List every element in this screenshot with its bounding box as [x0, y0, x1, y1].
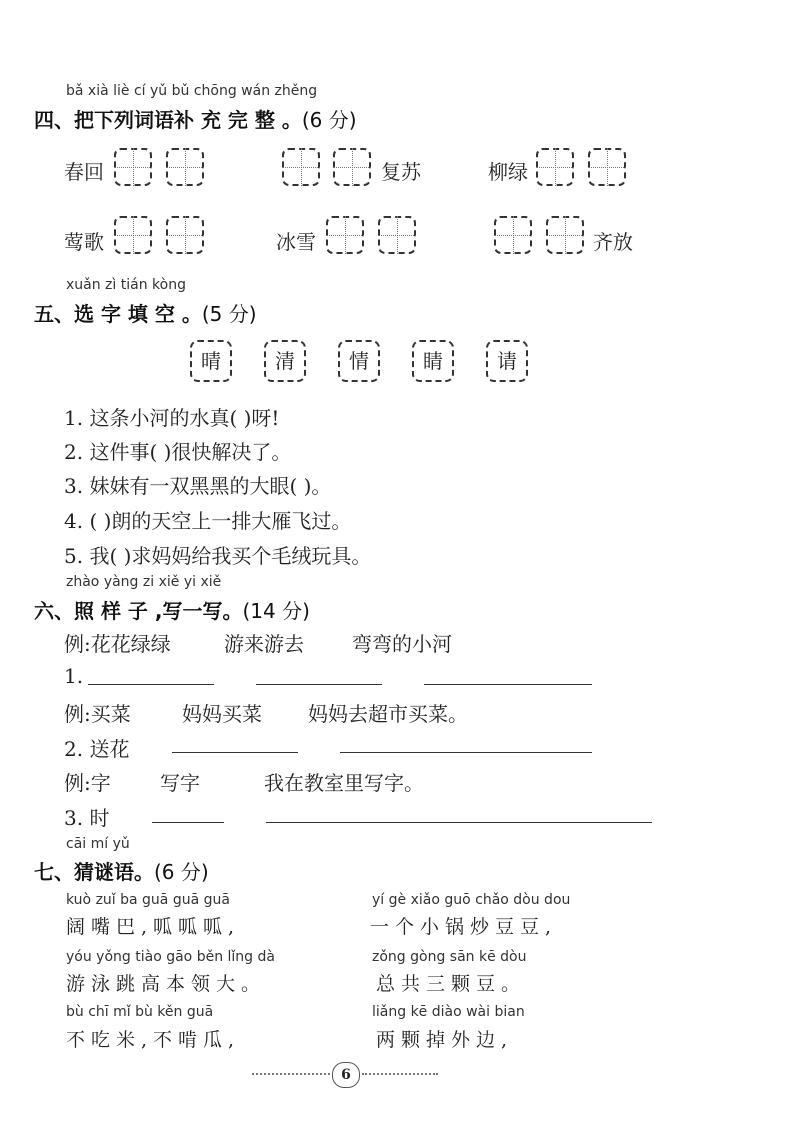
answer-box[interactable] — [326, 216, 364, 254]
riddle-right-pinyin-2: zǒng gòng sān kē dòu — [372, 949, 527, 965]
riddle-right-line-2: 总共三颗豆。 — [376, 973, 527, 995]
word-label-1: 春回 — [64, 160, 104, 184]
answer-box[interactable] — [166, 148, 204, 186]
answer-line[interactable] — [424, 684, 592, 685]
riddle-left-pinyin-1: kuò zuǐ ba guā guā guā — [66, 892, 230, 908]
riddle-left-line-2: 游泳跳高本领大。 — [66, 973, 267, 995]
word-label-5: 冰雪 — [276, 230, 316, 254]
riddle-left-line-3: 不吃米,不啃瓜, — [66, 1029, 241, 1051]
section4-pinyin: bǎ xià liè cí yǔ bǔ chōng wán zhěng — [66, 83, 318, 99]
answer-line[interactable] — [256, 684, 382, 685]
question-3-label: 3. 时 — [64, 806, 110, 830]
word-label-4: 莺歌 — [64, 230, 104, 254]
page-number: 6 — [332, 1062, 360, 1088]
example-3-phrase: 写字 — [160, 771, 200, 795]
section5-title: 五、选 字 填 空 。 — [34, 302, 202, 326]
section5-heading — [34, 298, 257, 327]
answer-box[interactable] — [494, 216, 532, 254]
example-1-pattern: 游来游去 — [224, 632, 304, 656]
char-choice: 情 — [338, 340, 380, 382]
riddle-right-line-1: 一个小锅炒豆豆, — [370, 916, 558, 938]
example-3-sentence: 我在教室里写字。 — [264, 771, 424, 795]
example-1-phrase: 弯弯的小河 — [352, 632, 452, 656]
answer-box[interactable] — [333, 148, 371, 186]
answer-line[interactable] — [88, 684, 214, 685]
char-choice: 睛 — [412, 340, 454, 382]
char-choice: 晴 — [190, 340, 232, 382]
riddle-right-pinyin-3: liǎng kē diào wài bian — [372, 1004, 525, 1020]
fill-question-5: 5. 我( )求妈妈给我买个毛绒玩具。 — [64, 544, 372, 568]
section7-score: (6 分) — [154, 860, 209, 884]
riddle-right-pinyin-1: yí gè xiǎo guō chǎo dòu dou — [372, 892, 571, 908]
section6-pinyin: zhào yàng zi xiě yi xiě — [66, 574, 222, 590]
footer-divider-left — [252, 1073, 330, 1075]
example-2-phrase: 妈妈买菜 — [182, 702, 262, 726]
fill-question-4: 4. ( )朗的天空上一排大雁飞过。 — [64, 509, 352, 533]
section4-title: 四、把下列词语补 充 完 整 。 — [34, 108, 302, 132]
question-2-label: 2. 送花 — [64, 737, 130, 761]
section6-score: (14 分) — [242, 599, 310, 623]
section5-pinyin: xuǎn zì tián kòng — [66, 277, 186, 293]
riddle-right-line-3: 两颗掉外边, — [376, 1029, 514, 1051]
answer-box[interactable] — [282, 148, 320, 186]
section6-title: 六、照 样 子 ,写一写。 — [34, 599, 243, 623]
word-label-6: 齐放 — [593, 230, 633, 254]
answer-line[interactable] — [340, 752, 592, 753]
char-choice: 请 — [486, 340, 528, 382]
answer-box[interactable] — [588, 148, 626, 186]
section6-heading — [34, 595, 310, 624]
example-1-word: 例:花花绿绿 — [64, 632, 171, 656]
section7-heading — [34, 856, 209, 885]
fill-question-1: 1. 这条小河的水真( )呀! — [64, 406, 280, 430]
example-3-word: 例:字 — [64, 771, 111, 795]
word-label-3: 柳绿 — [488, 160, 528, 184]
answer-box[interactable] — [114, 148, 152, 186]
word-label-2: 复苏 — [381, 160, 421, 184]
example-2-sentence: 妈妈去超市买菜。 — [308, 702, 468, 726]
riddle-left-pinyin-2: yóu yǒng tiào gāo běn lǐng dà — [66, 949, 275, 965]
answer-line[interactable] — [152, 822, 224, 823]
fill-question-2: 2. 这件事( )很快解决了。 — [64, 440, 292, 464]
answer-line[interactable] — [266, 822, 652, 823]
answer-box[interactable] — [536, 148, 574, 186]
riddle-left-pinyin-3: bù chī mǐ bù kěn guā — [66, 1004, 214, 1020]
footer-divider-right — [362, 1073, 438, 1075]
answer-box[interactable] — [166, 216, 204, 254]
answer-box[interactable] — [378, 216, 416, 254]
answer-box[interactable] — [114, 216, 152, 254]
section4-score: (6 分) — [301, 108, 357, 132]
section4-heading — [34, 104, 357, 133]
answer-line[interactable] — [172, 752, 298, 753]
riddle-left-line-1: 阔嘴巴,呱呱呱, — [66, 916, 241, 938]
question-1-label: 1. — [64, 664, 84, 688]
section7-pinyin: cāi mí yǔ — [66, 836, 130, 852]
char-choice: 清 — [264, 340, 306, 382]
answer-box[interactable] — [546, 216, 584, 254]
example-2-word: 例:买菜 — [64, 702, 131, 726]
fill-question-3: 3. 妹妹有一双黑黑的大眼( )。 — [64, 474, 332, 498]
section5-score: (5 分) — [201, 302, 257, 326]
section7-title: 七、猜谜语。 — [34, 860, 154, 884]
